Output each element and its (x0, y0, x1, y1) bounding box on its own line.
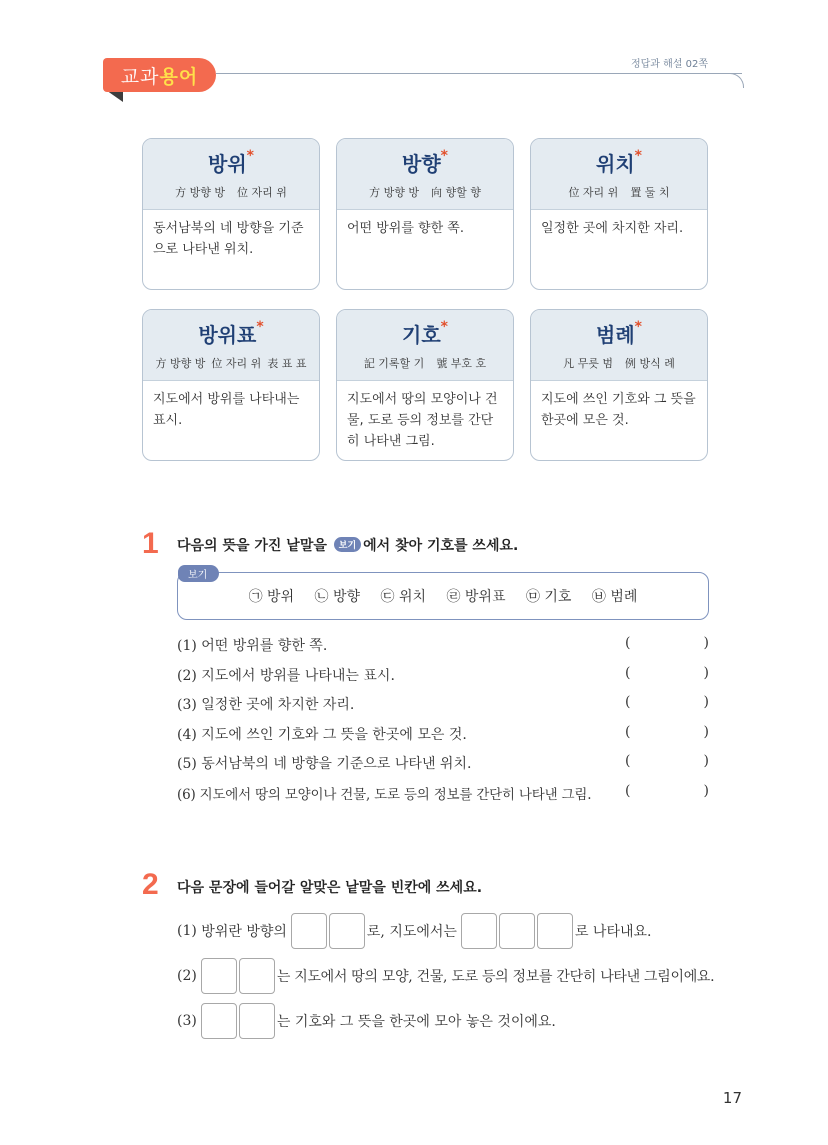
term-card (336, 309, 514, 461)
term-definition: 지도에서 방위를 나타내는 표시. (153, 392, 300, 428)
answer-blank-box[interactable] (329, 913, 365, 949)
answer-blank-box[interactable] (291, 913, 327, 949)
section-tag (103, 58, 216, 92)
choice: ㉢ 위치 (380, 589, 426, 605)
star-mark: * (256, 319, 264, 335)
header-rule (216, 73, 742, 74)
question-item: (6) 지도에서 땅의 모양이나 건물, 도로 등의 정보를 간단히 나타낸 그림. ( ) (177, 782, 709, 803)
term-title: 위치* (596, 148, 642, 176)
answer-blank-box[interactable] (537, 913, 573, 949)
star-mark: * (440, 148, 448, 164)
term-definition: 지도에 쓰인 기호와 그 뜻을 한곳에 모은 것. (541, 392, 696, 428)
star-mark: * (634, 319, 642, 335)
term-definition: 일정한 곳에 차지한 자리. (541, 221, 684, 236)
question-item-text: (3) 일정한 곳에 차지한 자리. (177, 697, 355, 714)
question-item-text: (6) 지도에서 땅의 모양이나 건물, 도로 등의 정보를 간단히 나타낸 그림. (177, 786, 592, 803)
star-mark: * (246, 148, 254, 164)
answer-blank-box[interactable] (461, 913, 497, 949)
bogi-choices (177, 586, 709, 606)
bogi-label: 보기 (178, 565, 219, 582)
section-tag-part1: 교과 (120, 65, 160, 88)
question-item-text: (5) 동서남북의 네 방향을 기준으로 나타낸 위치. (177, 756, 472, 773)
choice: ㉤ 기호 (525, 589, 572, 605)
term-card (336, 138, 514, 290)
answer-blank-box[interactable] (201, 958, 237, 994)
fill-in-line-1: (1) 방위란 방향의 로, 지도에서는 로 나타내요. (177, 913, 651, 949)
term-card (142, 309, 320, 461)
choice: ㉥ 범례 (591, 589, 638, 605)
term-hanja: 方 방향 방 位 자리 위 表 표 표 (155, 357, 307, 370)
term-title: 방위* (208, 148, 254, 176)
term-hanja: 方 방향 방 位 자리 위 (175, 186, 287, 199)
term-card (142, 138, 320, 290)
bogi-badge: 보기 (334, 537, 361, 552)
term-title: 기호* (402, 319, 448, 347)
question-item-text: (2) 지도에서 방위를 나타내는 표시. (177, 667, 395, 684)
question-2-prompt: 다음 문장에 들어갈 알맞은 낱말을 빈칸에 쓰세요. (177, 880, 483, 896)
star-mark: * (440, 319, 448, 335)
term-definition: 지도에서 땅의 모양이나 건물, 도로 등의 정보를 간단히 나타낸 그림. (347, 392, 498, 449)
question-2-number: 2 (142, 868, 159, 901)
section-tag-part2: 용어 (159, 65, 199, 88)
term-definition: 어떤 방위를 향한 쪽. (347, 221, 464, 236)
term-definition: 동서남북의 네 방향을 기준으로 나타낸 위치. (153, 221, 304, 257)
term-title: 방향* (402, 148, 448, 176)
answer-blank-box[interactable] (239, 958, 275, 994)
choice: ㉣ 방위표 (446, 589, 506, 605)
term-title: 범례* (596, 319, 642, 347)
question-1-number: 1 (142, 527, 159, 560)
fill-in-line-2: (2) 는 지도에서 땅의 모양, 건물, 도로 등의 정보를 간단히 나타낸 그림이에요. (177, 958, 714, 994)
question-item-text: (1) 어떤 방위를 향한 쪽. (177, 638, 328, 654)
question-1-items (177, 635, 709, 813)
star-mark: * (634, 148, 642, 164)
question-item-text: (4) 지도에 쓰인 기호와 그 뜻을 한곳에 모은 것. (177, 726, 467, 743)
question-item: (1) 어떤 방위를 향한 쪽. ( ) (177, 635, 709, 654)
term-card (530, 309, 708, 461)
choice: ㉡ 방향 (314, 589, 361, 605)
fill-in-line-3: (3) 는 기호와 그 뜻을 한곳에 모아 놓은 것이에요. (177, 1003, 556, 1039)
choice: ㉠ 방위 (248, 589, 295, 605)
page-number: 17 (722, 1089, 742, 1107)
question-item: (2) 지도에서 방위를 나타내는 표시. ( ) (177, 664, 709, 684)
term-hanja: 方 방향 방 向 향할 향 (369, 186, 481, 199)
answer-blank-box[interactable] (201, 1003, 237, 1039)
question-item: (3) 일정한 곳에 차지한 자리. ( ) (177, 694, 709, 714)
answer-blank-box[interactable] (239, 1003, 275, 1039)
term-title: 방위표* (198, 319, 264, 347)
question-1-prompt: 다음의 뜻을 가진 낱말을 보기 에서 찾아 기호를 쓰세요. (177, 538, 519, 554)
term-card (530, 138, 708, 290)
answer-blank-box[interactable] (499, 913, 535, 949)
answer-reference: 정답과 해설 02쪽 (630, 59, 708, 70)
term-hanja: 位 자리 위 置 둘 치 (568, 186, 670, 199)
question-item: (4) 지도에 쓰인 기호와 그 뜻을 한곳에 모은 것. ( ) (177, 723, 709, 743)
header-rule-corner (727, 73, 744, 88)
term-hanja: 記 기록할 기 號 부호 호 (363, 357, 487, 370)
question-item: (5) 동서남북의 네 방향을 기준으로 나타낸 위치. ( ) (177, 753, 709, 773)
term-hanja: 凡 무릇 범 例 방식 례 (563, 357, 675, 370)
